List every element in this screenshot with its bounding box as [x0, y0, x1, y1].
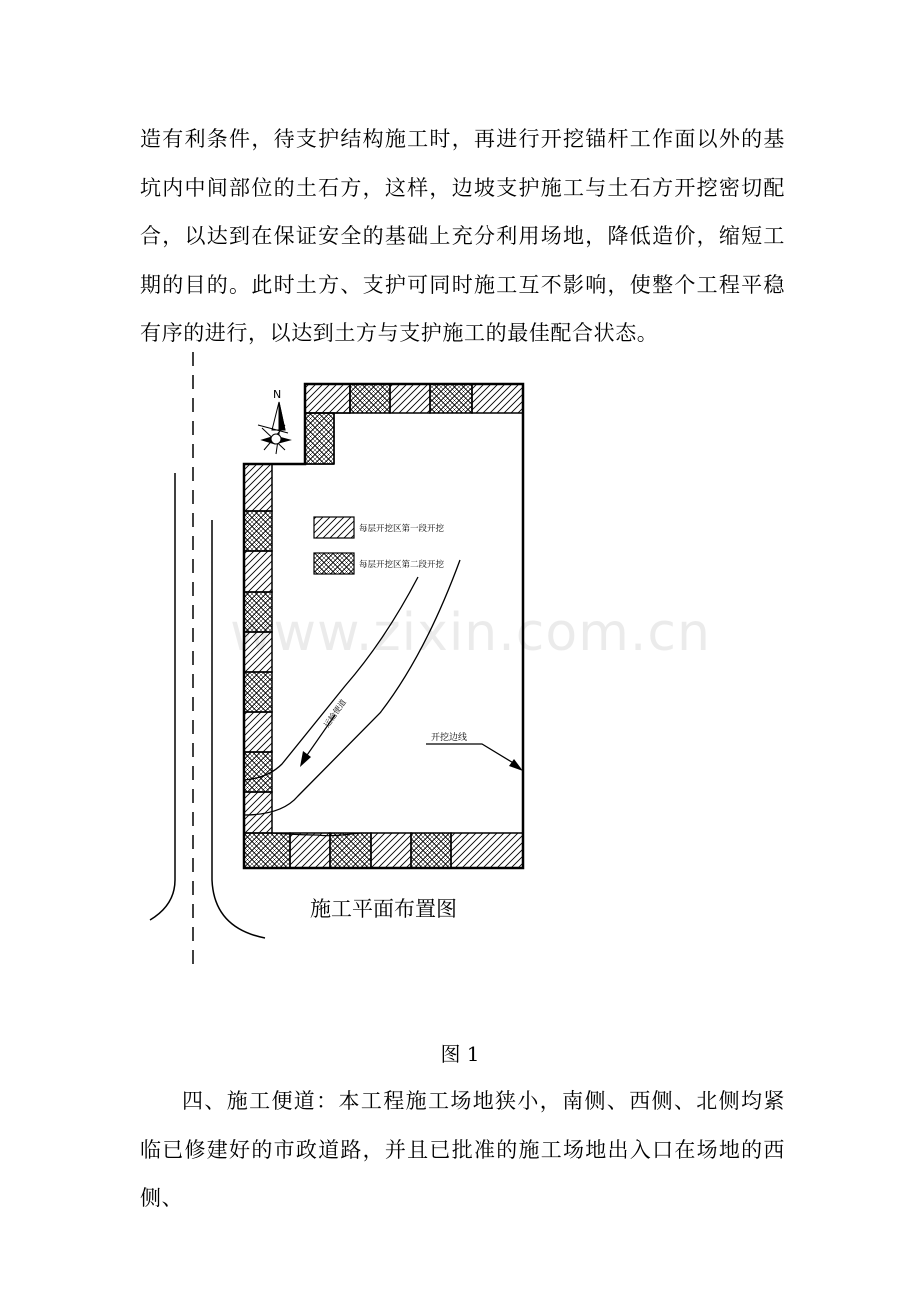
- block-diagonal: [472, 384, 523, 413]
- haul-road-edge-right: [244, 560, 460, 815]
- body-paragraph-1: 造有利条件，待支护结构施工时，再进行开挖锚杆工作面以外的基坑内中间部位的土石方，这样，边坡支护施工与土石方开挖密切配合，以达到在保证安全的基础上充分利用场地，降低造价，缩短工期的目的。此时土方、支护可同时施工互不影响，使整个工程平稳有序的进行，以达到土方与支护施工的最佳配合状态。: [140, 127, 785, 345]
- block-cross: [430, 384, 472, 413]
- body-paragraph-2: 四、施工便道：本工程施工场地狭小，南侧、西侧、北侧均紧临已修建好的市政道路，并且已批准的施工场地出入口在场地的西侧、: [140, 1089, 785, 1210]
- north-compass-icon: [258, 388, 290, 454]
- figure-caption: 图 1: [440, 1042, 480, 1066]
- legend-swatch-cross: [314, 553, 354, 574]
- watermark: www.zixin.com.cn: [230, 603, 711, 663]
- block-cross: [330, 833, 371, 868]
- haul-road-label: 运输便道: [322, 697, 348, 730]
- block-diagonal: [290, 833, 330, 868]
- legend-label-2: 每层开挖区第二段开挖: [359, 560, 445, 570]
- arrow-head-icon: [300, 751, 311, 767]
- excavation-edge-label: 开挖边线: [431, 733, 468, 743]
- north-label: N: [273, 388, 282, 401]
- block-cross: [350, 384, 390, 413]
- bottom-row-blocks: [244, 833, 523, 868]
- road-edge-outer: [150, 473, 175, 920]
- arrow-head-icon: [509, 759, 523, 771]
- block-cross: [244, 672, 272, 712]
- block-diagonal: [244, 712, 272, 752]
- block-cross: [244, 511, 272, 551]
- figure-title: 施工平面布置图: [310, 897, 457, 921]
- block-cross: [411, 833, 451, 868]
- block-diagonal: [244, 551, 272, 592]
- legend-swatch-diagonal: [314, 517, 354, 538]
- top-row-blocks: [305, 384, 523, 464]
- legend-label-1: 每层开挖区第一段开挖: [359, 524, 445, 534]
- block-diagonal: [371, 833, 411, 868]
- block-diagonal: [244, 464, 272, 511]
- block-cross: [244, 833, 290, 868]
- block-cross: [305, 413, 334, 464]
- block-diagonal: [451, 833, 523, 868]
- block-diagonal: [305, 384, 350, 413]
- block-diagonal: [390, 384, 430, 413]
- block-cross: [244, 752, 272, 792]
- excavation-edge-leader: [426, 744, 515, 764]
